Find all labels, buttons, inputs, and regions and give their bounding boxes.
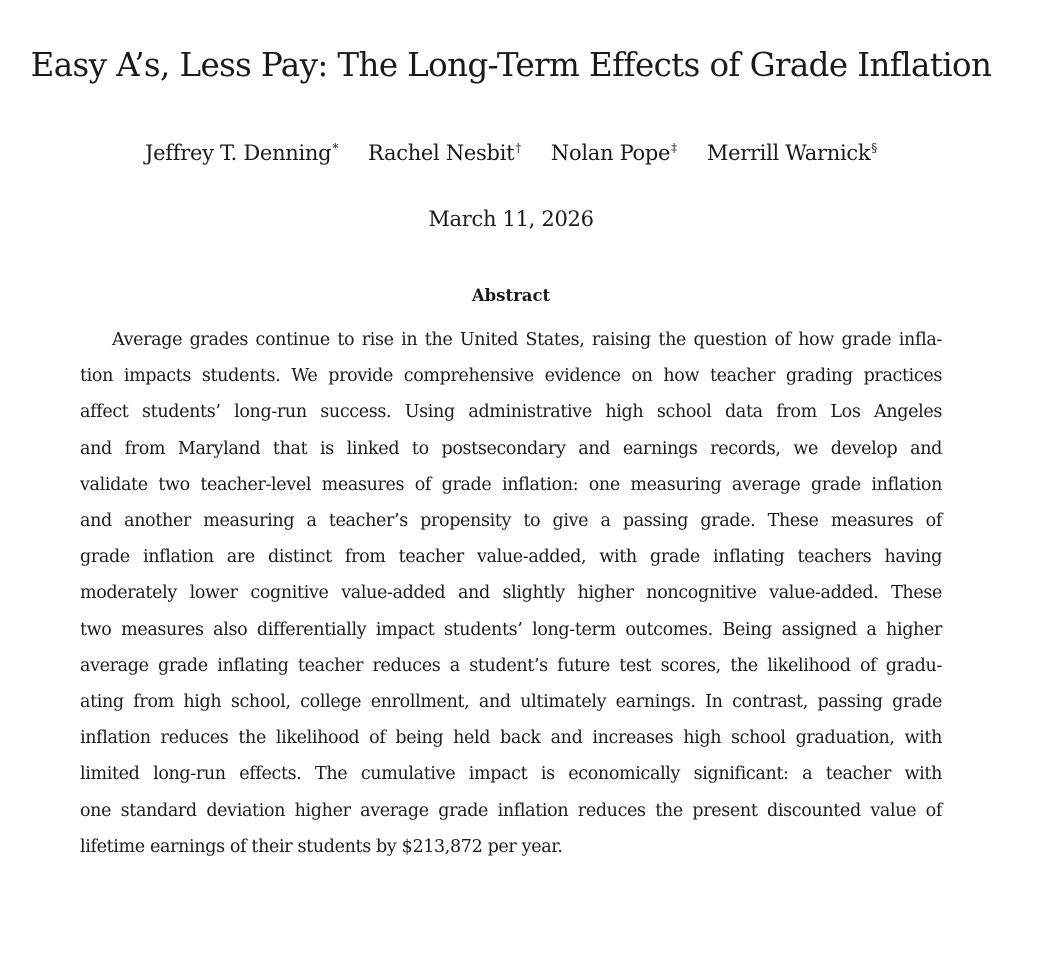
author-name: Jeffrey T. Denning <box>145 141 332 165</box>
abstract-line: moderately lower cognitive value-added and slightly higher noncognitive value-added. These <box>80 583 942 604</box>
author-1 <box>145 141 338 165</box>
author-4 <box>707 141 877 165</box>
abstract-heading: Abstract <box>471 286 551 305</box>
abstract-line: Average grades continue to rise in the United States, raising the question of how grade infla- <box>112 330 942 350</box>
abstract-line: lifetime earnings of their students by $213,872 per year. <box>80 836 563 857</box>
author-name: Merrill Warnick <box>706 141 871 165</box>
abstract-body <box>80 322 942 865</box>
abstract-line: grade inflation are distinct from teacher value-added, with grade inflating teachers having <box>80 547 942 568</box>
abstract-line: and another measuring a teacher’s propensity to give a passing grade. These measures of <box>80 511 942 532</box>
abstract-line: validate two teacher-level measures of grade inflation: one measuring average grade inflation <box>80 474 942 495</box>
author-list <box>0 141 1022 165</box>
author-2 <box>368 141 521 165</box>
abstract-line: affect students’ long-run success. Using administrative high school data from Los Angeles <box>80 402 942 423</box>
author-name: Nolan Pope <box>550 141 671 165</box>
abstract-line: tion impacts students. We provide comprehensive evidence on how teacher grading practices <box>80 366 942 387</box>
abstract-line: limited long-run effects. The cumulative impact is economically significant: a teacher with <box>80 764 942 785</box>
author-name: Rachel Nesbit <box>368 141 515 165</box>
abstract-line: ating from high school, college enrollment, and ultimately earnings. In contrast, passing grade <box>80 692 942 713</box>
author-footnote-mark: ‡ <box>671 141 677 155</box>
author-footnote-mark: * <box>332 141 339 155</box>
abstract-line: and from Maryland that is linked to postsecondary and earnings records, we develop and <box>80 438 942 459</box>
abstract-line: inflation reduces the likelihood of being held back and increases high school graduation, with <box>80 728 942 749</box>
abstract-line: two measures also differentially impact students’ long-term outcomes. Being assigned a higher <box>80 619 942 640</box>
author-footnote-mark: § <box>871 141 877 155</box>
abstract-line: one standard deviation higher average grade inflation reduces the present discounted value of <box>80 800 942 821</box>
author-3 <box>551 141 677 165</box>
author-footnote-mark: † <box>515 141 521 155</box>
abstract-line: average grade inflating teacher reduces a student’s future test scores, the likelihood of gradu- <box>80 655 942 676</box>
publication-date: March 11, 2026 <box>428 207 594 231</box>
paper-title: Easy A’s, Less Pay: The Long-Term Effects of Grade Inflation <box>30 46 992 84</box>
